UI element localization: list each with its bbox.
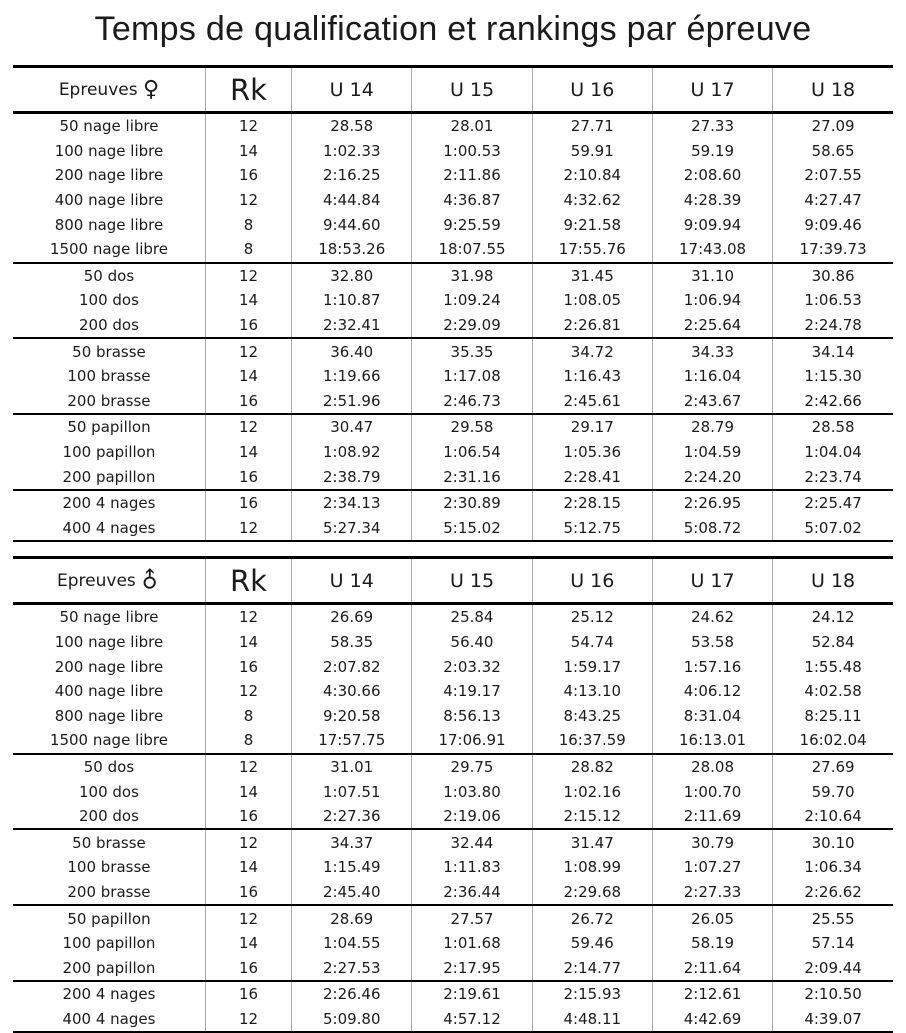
page-title: Temps de qualification et rankings par épreuve <box>94 10 812 48</box>
qualification-time: 2:30.89 <box>412 490 532 516</box>
qualification-time: 34.37 <box>292 829 412 855</box>
qualification-time: 2:27.36 <box>292 804 412 830</box>
qualification-time: 2:31.16 <box>412 464 532 490</box>
qualification-time: 4:32.62 <box>532 188 652 213</box>
event-name: 800 nage libre <box>54 706 164 725</box>
event-name: 200 nage libre <box>54 166 164 185</box>
event-row <box>13 829 893 855</box>
qualification-time: 29.75 <box>412 754 532 780</box>
qualification-time: 1:06.34 <box>773 855 893 880</box>
qualification-time: 58.35 <box>292 630 412 655</box>
qualification-time: 2:26.95 <box>652 490 772 516</box>
qualification-time: 26.05 <box>652 905 772 931</box>
qualification-time: 4:42.69 <box>652 1007 772 1033</box>
event-rank: 8 <box>205 728 291 754</box>
event-name: 400 4 nages <box>62 518 156 537</box>
qualification-time: 31.98 <box>412 263 532 289</box>
qualification-time: 31.47 <box>532 829 652 855</box>
qualification-time: 2:23.74 <box>773 464 893 490</box>
event-name: 100 nage libre <box>54 632 164 651</box>
event-row <box>13 389 893 415</box>
qualification-time: 1:19.66 <box>292 364 412 389</box>
event-name: 50 nage libre <box>59 117 159 136</box>
event-name: 800 nage libre <box>54 215 164 234</box>
event-name: 400 nage libre <box>54 191 164 210</box>
event-name: 100 dos <box>79 291 139 310</box>
qualification-time: 2:11.64 <box>652 955 772 981</box>
qualification-time: 28.58 <box>292 113 412 139</box>
qualification-time: 27.33 <box>652 113 772 139</box>
event-row <box>13 604 893 630</box>
event-row <box>13 804 893 830</box>
qualification-time: 9:09.46 <box>773 212 893 237</box>
qualification-time: 4:02.58 <box>773 679 893 704</box>
event-rank: 16 <box>205 955 291 981</box>
event-name: 100 nage libre <box>54 141 164 160</box>
qualification-time: 59.19 <box>652 139 772 164</box>
qualification-time: 1:08.92 <box>292 440 412 465</box>
qualification-time: 2:32.41 <box>292 313 412 339</box>
qualification-time: 1:11.83 <box>412 855 532 880</box>
qualification-time: 28.69 <box>292 905 412 931</box>
qualification-time: 9:20.58 <box>292 703 412 728</box>
qualification-time: 24.12 <box>773 604 893 630</box>
qualification-time: 53.58 <box>652 630 772 655</box>
event-name: 200 4 nages <box>13 981 205 1007</box>
event-row <box>13 113 893 139</box>
event-row <box>13 955 893 981</box>
event-name: 100 brasse <box>67 858 151 877</box>
event-row <box>13 855 893 880</box>
event-rank: 8 <box>205 703 291 728</box>
event-name: 200 papillon <box>62 958 156 977</box>
event-name: 1500 nage libre <box>49 240 168 259</box>
qualification-time: 8:56.13 <box>412 703 532 728</box>
qualification-time: 4:30.66 <box>292 679 412 704</box>
qualification-time: 4:19.17 <box>412 679 532 704</box>
qualification-time: 2:45.40 <box>292 880 412 906</box>
event-name: 400 nage libre <box>54 682 164 701</box>
qualification-time: 2:10.64 <box>773 804 893 830</box>
event-name: 200 brasse <box>67 391 151 410</box>
event-row <box>13 654 893 679</box>
qualification-time: 2:10.50 <box>773 981 893 1007</box>
event-row <box>13 237 893 263</box>
qualification-time: 5:27.34 <box>292 516 412 542</box>
qualification-time: 1:04.04 <box>773 440 893 465</box>
qualification-time: 2:26.62 <box>773 880 893 906</box>
qualification-time: 18:07.55 <box>412 237 532 263</box>
qualification-time: 2:34.13 <box>292 490 412 516</box>
event-rank: 14 <box>205 855 291 880</box>
qualification-time: 1:06.54 <box>412 440 532 465</box>
header-row <box>13 67 893 113</box>
event-rank: 12 <box>205 679 291 704</box>
event-rank: 12 <box>205 188 291 213</box>
qualification-time: 1:10.87 <box>292 288 412 313</box>
qualification-time: 2:29.68 <box>532 880 652 906</box>
event-name: 50 nage libre <box>59 608 159 627</box>
event-rank: 12 <box>205 754 291 780</box>
event-row <box>13 754 893 780</box>
qualification-time: 5:08.72 <box>652 516 772 542</box>
event-name: 200 dos <box>79 316 139 335</box>
qualification-time: 2:27.33 <box>652 880 772 906</box>
event-rank: 12 <box>205 1007 291 1033</box>
event-name: 200 brasse <box>67 882 151 901</box>
event-rank: 12 <box>205 414 291 440</box>
qualification-time: 25.55 <box>773 905 893 931</box>
qualification-time: 8:25.11 <box>773 703 893 728</box>
male-gender-icon: ♂ <box>134 564 167 597</box>
event-row <box>13 679 893 704</box>
event-row <box>13 440 893 465</box>
qualification-time: 9:25.59 <box>412 212 532 237</box>
qualification-time: 2:29.09 <box>412 313 532 339</box>
qualification-time: 27.57 <box>412 905 532 931</box>
event-rank: 16 <box>205 313 291 339</box>
qualification-time: 28.82 <box>532 754 652 780</box>
qualification-time: 25.84 <box>412 604 532 630</box>
qualification-time: 2:07.55 <box>773 163 893 188</box>
qualification-time: 17:39.73 <box>773 237 893 263</box>
qualification-time: 32.44 <box>412 829 532 855</box>
qualification-time: 26.72 <box>532 905 652 931</box>
qualification-time: 1:04.59 <box>652 440 772 465</box>
qualification-time: 1:15.49 <box>292 855 412 880</box>
event-row <box>13 905 893 931</box>
event-row <box>13 703 893 728</box>
event-rank: 12 <box>205 263 291 289</box>
event-name: 200 papillon <box>62 467 156 486</box>
qualification-time: 1:15.30 <box>773 364 893 389</box>
qualification-time: 2:16.25 <box>292 163 412 188</box>
event-rank: 12 <box>205 905 291 931</box>
event-row <box>13 516 893 542</box>
age-column-header: U 17 <box>652 558 772 604</box>
event-rank: 16 <box>205 654 291 679</box>
event-row <box>13 931 893 956</box>
qualification-time: 2:36.44 <box>412 880 532 906</box>
qualification-time: 16:02.04 <box>773 728 893 754</box>
qualification-time: 54.74 <box>532 630 652 655</box>
event-row <box>13 464 893 490</box>
event-rank: 16 <box>205 804 291 830</box>
qualification-time: 27.69 <box>773 754 893 780</box>
qualification-time: 4:36.87 <box>412 188 532 213</box>
events-label: Epreuves <box>58 79 138 100</box>
qualification-time: 57.14 <box>773 931 893 956</box>
qualification-time: 2:17.95 <box>412 955 532 981</box>
qualification-time: 17:57.75 <box>292 728 412 754</box>
qualification-time: 17:06.91 <box>412 728 532 754</box>
qualification-time: 1:07.51 <box>292 779 412 804</box>
event-rank: 8 <box>205 212 291 237</box>
qualification-time: 1:08.05 <box>532 288 652 313</box>
qualification-time: 1:05.36 <box>532 440 652 465</box>
event-rank: 12 <box>205 338 291 364</box>
event-rank: 14 <box>205 288 291 313</box>
qualification-time: 5:15.02 <box>412 516 532 542</box>
qualification-time: 27.71 <box>532 113 652 139</box>
qualification-time: 36.40 <box>292 338 412 364</box>
qualification-time: 2:24.20 <box>652 464 772 490</box>
event-row <box>13 490 893 516</box>
qualification-time: 29.58 <box>412 414 532 440</box>
event-rank: 16 <box>205 464 291 490</box>
qualification-time: 2:25.47 <box>773 490 893 516</box>
qualification-time: 1:16.04 <box>652 364 772 389</box>
event-rank: 16 <box>205 880 291 906</box>
qualification-time: 1:02.16 <box>532 779 652 804</box>
event-rank: 14 <box>205 630 291 655</box>
event-rank: 12 <box>205 604 291 630</box>
qualification-time: 2:27.53 <box>292 955 412 981</box>
event-name: 100 brasse <box>67 367 151 386</box>
event-name: 200 nage libre <box>54 657 164 676</box>
qualification-time: 5:07.02 <box>773 516 893 542</box>
qualification-time: 2:28.15 <box>532 490 652 516</box>
qualification-time: 1:57.16 <box>652 654 772 679</box>
event-row <box>13 728 893 754</box>
event-row <box>13 212 893 237</box>
age-column-header: U 14 <box>292 67 412 113</box>
qualification-time: 1:09.24 <box>412 288 532 313</box>
qualification-time: 16:13.01 <box>652 728 772 754</box>
event-rank: 12 <box>205 113 291 139</box>
qualification-table-female <box>13 65 893 542</box>
qualification-time: 2:26.81 <box>532 313 652 339</box>
qualification-time: 2:03.32 <box>412 654 532 679</box>
qualification-time: 17:55.76 <box>532 237 652 263</box>
qualification-time: 1:55.48 <box>773 654 893 679</box>
qualification-time: 56.40 <box>412 630 532 655</box>
event-name: 100 dos <box>79 782 139 801</box>
event-row <box>13 880 893 906</box>
event-rank: 12 <box>205 516 291 542</box>
qualification-time: 32.80 <box>292 263 412 289</box>
age-column-header: U 15 <box>412 558 532 604</box>
event-row <box>13 313 893 339</box>
events-label: Epreuves <box>57 570 136 591</box>
qualification-time: 1:17.08 <box>412 364 532 389</box>
qualification-time: 24.62 <box>652 604 772 630</box>
qualification-time: 58.19 <box>652 931 772 956</box>
qualification-table-male <box>13 556 893 1033</box>
qualification-time: 2:10.84 <box>532 163 652 188</box>
qualification-time: 17:43.08 <box>652 237 772 263</box>
qualification-time: 16:37.59 <box>532 728 652 754</box>
qualification-time: 4:39.07 <box>773 1007 893 1033</box>
qualification-time: 28.58 <box>773 414 893 440</box>
event-rank: 16 <box>205 490 291 516</box>
qualification-time: 18:53.26 <box>292 237 412 263</box>
qualification-time: 8:43.25 <box>532 703 652 728</box>
qualification-time: 2:19.06 <box>412 804 532 830</box>
event-name: 50 brasse <box>13 338 205 364</box>
qualification-time: 2:19.61 <box>412 981 532 1007</box>
qualification-time: 8:31.04 <box>652 703 772 728</box>
header-row <box>13 558 893 604</box>
qualification-time: 34.14 <box>773 338 893 364</box>
qualification-time: 1:16.43 <box>532 364 652 389</box>
qualification-time: 2:38.79 <box>292 464 412 490</box>
qualification-time: 1:00.53 <box>412 139 532 164</box>
qualification-time: 4:48.11 <box>532 1007 652 1033</box>
events-column-header <box>13 67 205 113</box>
event-row <box>13 188 893 213</box>
qualification-time: 59.70 <box>773 779 893 804</box>
qualification-time: 26.69 <box>292 604 412 630</box>
event-rank: 16 <box>205 981 291 1007</box>
qualification-time: 1:00.70 <box>652 779 772 804</box>
qualification-time: 1:06.53 <box>773 288 893 313</box>
event-row <box>13 263 893 289</box>
qualification-time: 34.33 <box>652 338 772 364</box>
qualification-time: 2:46.73 <box>412 389 532 415</box>
qualification-time: 1:06.94 <box>652 288 772 313</box>
qualification-time: 5:12.75 <box>532 516 652 542</box>
age-column-header: U 16 <box>532 558 652 604</box>
event-row <box>13 630 893 655</box>
rank-column-header: Rk <box>205 67 291 113</box>
qualification-time: 2:28.41 <box>532 464 652 490</box>
qualification-time: 30.79 <box>652 829 772 855</box>
qualification-time: 2:25.64 <box>652 313 772 339</box>
qualification-time: 2:11.69 <box>652 804 772 830</box>
qualification-time: 28.08 <box>652 754 772 780</box>
qualification-time: 1:02.33 <box>292 139 412 164</box>
age-column-header: U 18 <box>773 67 893 113</box>
age-column-header: U 14 <box>292 558 412 604</box>
qualification-time: 1:59.17 <box>532 654 652 679</box>
qualification-time: 2:26.46 <box>292 981 412 1007</box>
qualification-time: 2:51.96 <box>292 389 412 415</box>
age-column-header: U 18 <box>773 558 893 604</box>
qualification-time: 2:11.86 <box>412 163 532 188</box>
age-column-header: U 16 <box>532 67 652 113</box>
qualification-time: 59.46 <box>532 931 652 956</box>
event-name: 50 dos <box>13 263 205 289</box>
event-name: 100 papillon <box>62 443 156 462</box>
qualification-time: 30.47 <box>292 414 412 440</box>
qualification-time: 9:21.58 <box>532 212 652 237</box>
qualification-time: 35.35 <box>412 338 532 364</box>
events-column-header <box>13 558 205 604</box>
qualification-time: 4:28.39 <box>652 188 772 213</box>
qualification-time: 31.10 <box>652 263 772 289</box>
qualification-time: 2:45.61 <box>532 389 652 415</box>
qualification-time: 34.72 <box>532 338 652 364</box>
qualification-time: 2:09.44 <box>773 955 893 981</box>
qualification-time: 28.01 <box>412 113 532 139</box>
event-name: 200 dos <box>79 807 139 826</box>
event-rank: 14 <box>205 779 291 804</box>
event-row <box>13 1007 893 1033</box>
event-rank: 12 <box>205 829 291 855</box>
qualification-time: 2:08.60 <box>652 163 772 188</box>
female-gender-icon: ♀ <box>142 76 160 102</box>
event-name: 400 4 nages <box>62 1009 156 1028</box>
event-rank: 16 <box>205 389 291 415</box>
event-name: 50 dos <box>13 754 205 780</box>
qualification-time: 4:06.12 <box>652 679 772 704</box>
event-name: 50 papillon <box>13 905 205 931</box>
qualification-time: 1:07.27 <box>652 855 772 880</box>
qualification-time: 2:42.66 <box>773 389 893 415</box>
qualification-time: 2:12.61 <box>652 981 772 1007</box>
event-row <box>13 981 893 1007</box>
event-name: 100 papillon <box>62 934 156 953</box>
qualification-time: 4:13.10 <box>532 679 652 704</box>
qualification-time: 29.17 <box>532 414 652 440</box>
event-rank: 14 <box>205 139 291 164</box>
qualification-time: 2:43.67 <box>652 389 772 415</box>
qualification-time: 2:24.78 <box>773 313 893 339</box>
event-rank: 14 <box>205 931 291 956</box>
qualification-time: 30.86 <box>773 263 893 289</box>
qualification-time: 1:04.55 <box>292 931 412 956</box>
qualification-time: 2:07.82 <box>292 654 412 679</box>
qualification-time: 28.79 <box>652 414 772 440</box>
qualification-time: 2:14.77 <box>532 955 652 981</box>
qualification-time: 2:15.12 <box>532 804 652 830</box>
qualification-time: 2:15.93 <box>532 981 652 1007</box>
event-row <box>13 288 893 313</box>
qualification-time: 1:01.68 <box>412 931 532 956</box>
event-row <box>13 364 893 389</box>
event-row <box>13 163 893 188</box>
event-name: 200 4 nages <box>13 490 205 516</box>
event-row <box>13 139 893 164</box>
qualification-time: 4:44.84 <box>292 188 412 213</box>
event-rank: 14 <box>205 364 291 389</box>
qualification-time: 59.91 <box>532 139 652 164</box>
event-name: 50 papillon <box>13 414 205 440</box>
qualification-time: 1:08.99 <box>532 855 652 880</box>
qualification-time: 31.01 <box>292 754 412 780</box>
qualification-time: 27.09 <box>773 113 893 139</box>
qualification-time: 9:44.60 <box>292 212 412 237</box>
event-rank: 14 <box>205 440 291 465</box>
rank-column-header: Rk <box>205 558 291 604</box>
event-name: 1500 nage libre <box>49 731 168 750</box>
qualification-time: 58.65 <box>773 139 893 164</box>
qualification-time: 1:03.80 <box>412 779 532 804</box>
event-row <box>13 779 893 804</box>
qualification-time: 4:27.47 <box>773 188 893 213</box>
event-row <box>13 338 893 364</box>
qualification-time: 52.84 <box>773 630 893 655</box>
event-rank: 8 <box>205 237 291 263</box>
age-column-header: U 15 <box>412 67 532 113</box>
event-name: 50 brasse <box>13 829 205 855</box>
qualification-time: 4:57.12 <box>412 1007 532 1033</box>
qualification-time: 9:09.94 <box>652 212 772 237</box>
tables-container <box>13 65 893 1033</box>
qualification-time: 5:09.80 <box>292 1007 412 1033</box>
qualification-time: 30.10 <box>773 829 893 855</box>
event-rank: 16 <box>205 163 291 188</box>
qualification-time: 31.45 <box>532 263 652 289</box>
event-row <box>13 414 893 440</box>
age-column-header: U 17 <box>652 67 772 113</box>
qualification-time: 25.12 <box>532 604 652 630</box>
